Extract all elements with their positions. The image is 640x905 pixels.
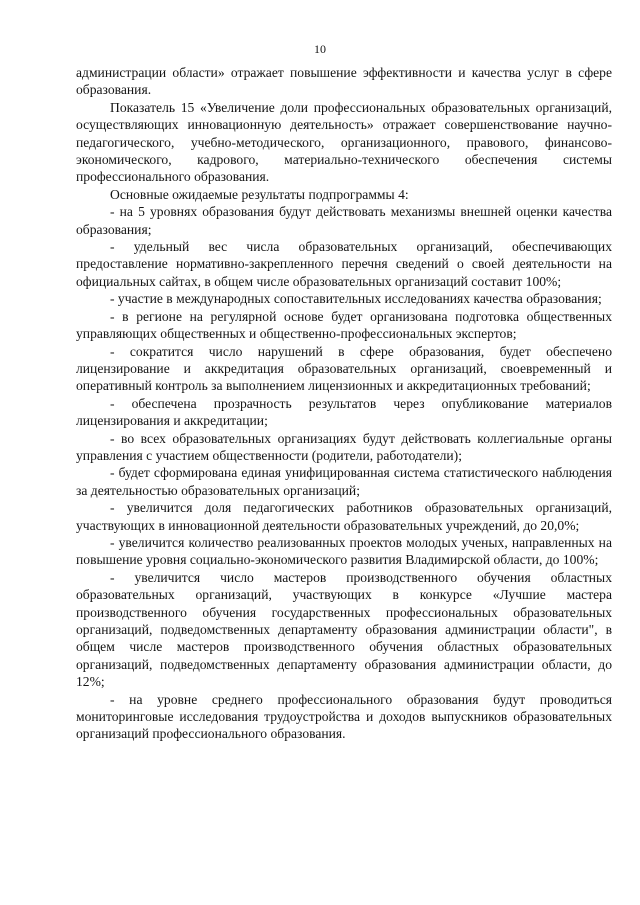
list-item: - будет сформирована единая унифицированная система статистического наблюдения за деятельностью образовательных организаций;	[76, 465, 612, 498]
list-item: - в регионе на регулярной основе будет организована подготовка общественных управляющих общественных и общественно-профессиональных экспертов;	[76, 308, 612, 342]
list-item: - увеличится количество реализованных проектов молодых ученых, направленных на повышение уровня социально-экономического развития Владимирской области, до 100%;	[76, 534, 612, 568]
list-item: - удельный вес числа образовательных организаций, обеспечивающих предоставление нормативно-закрепленного перечня сведений о своей деятельности на официальных сайтах, в общем числе образовательных организаций составит 100%;	[76, 239, 612, 289]
paragraph: Показатель 15 «Увеличение доли профессиональных образовательных организаций, осуществляющих инновационную деятельность» отражает совершенствование научно-педагогического, учебно-методического, организационного, правового, финансово-экономического, кадрового, материально-технического обеспечения системы профессионального образования.	[76, 99, 612, 185]
list-item: - во всех образовательных организациях будут действовать коллегиальные органы управления с участием общественности (родители, работодатели);	[76, 430, 612, 463]
list-item: - на 5 уровнях образования будут действовать механизмы внешней оценки качества образования;	[76, 204, 612, 237]
list-item: - увеличится число мастеров производственного обучения областных образовательных организаций, участвующих в конкурсе «Лучшие мастера производственного обучения государственных профессиональных образовательных организаций, подведомственных департаменту образования администрации области", в общем числе мастеров производственного обучения областных образовательных организаций, подведомственных департаменту образования администрации области, до 12%;	[76, 569, 612, 690]
list-item: - увеличится доля педагогических работников образовательных организаций, участвующих в инновационной деятельности образовательных учреждений, до 20,0%;	[76, 500, 612, 533]
list-item: - на уровне среднего профессионального образования будут проводиться мониторинговые исследования трудоустройства и доходов выпускников образовательных организаций профессионального образования.	[76, 691, 612, 742]
paragraph: Основные ожидаемые результаты подпрограммы 4:	[110, 186, 409, 202]
list-item: - обеспечена прозрачность результатов через опубликование материалов лицензирования и аккредитации;	[76, 395, 612, 429]
page-number: 10	[314, 42, 326, 56]
paragraph: администрации области» отражает повышение эффективности и качества услуг в сфере образования.	[76, 65, 612, 98]
list-item: - сократится число нарушений в сфере образования, будет обеспечено лицензирование и аккредитация образовательных организаций, своевременный и оперативный контроль за выполнением лицензионных и аккредитационных требований;	[76, 343, 612, 394]
list-item: - участие в международных сопоставительных исследованиях качества образования;	[110, 291, 602, 307]
document-body	[76, 64, 612, 743]
